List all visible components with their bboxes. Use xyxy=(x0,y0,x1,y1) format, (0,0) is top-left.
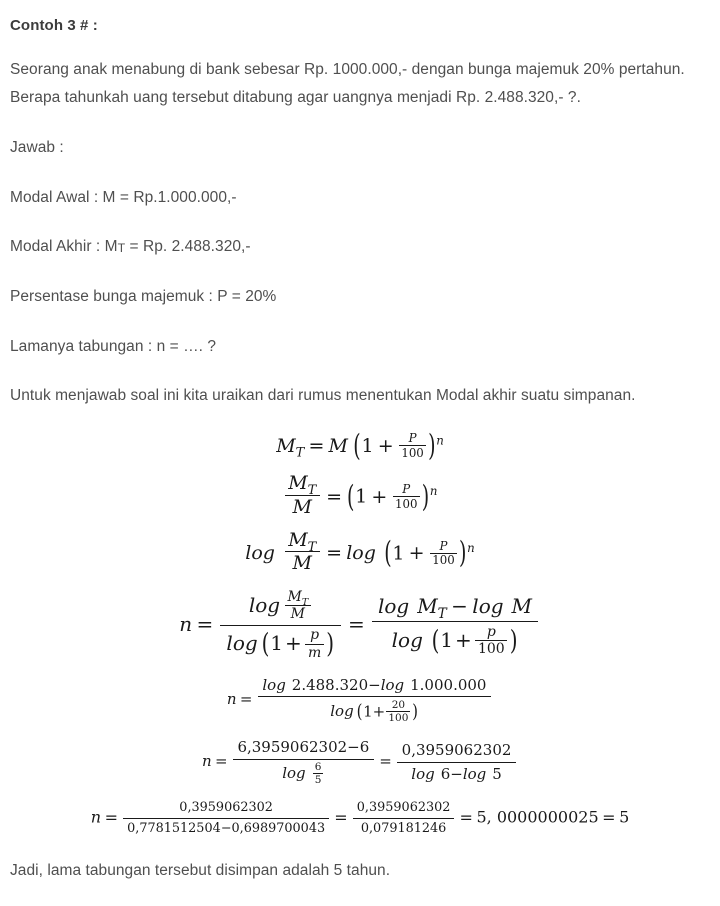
eq1-frac-denominator: 100 xyxy=(401,445,424,460)
eq5-num-log2: log xyxy=(380,675,405,694)
answer-label: Jawab : xyxy=(10,138,64,156)
equation-6 xyxy=(10,738,710,786)
equation-1 xyxy=(10,428,710,463)
equation-2 xyxy=(10,473,710,517)
eq5-num-value1: 2.488.320 xyxy=(291,675,369,694)
eq3-exponent: n xyxy=(467,541,475,556)
eq3-frac-denominator: M xyxy=(292,552,312,575)
eq4-right-num-var1: M xyxy=(417,593,438,618)
eq7-equals-1: = xyxy=(104,807,118,827)
given-modal-awal: Modal Awal : M = Rp.1.000.000,- xyxy=(10,188,237,206)
eq2-equals: = xyxy=(326,485,343,508)
eq6-right-numerator: 0,3959062302 xyxy=(397,741,516,763)
eq4-left-fraction xyxy=(220,590,340,661)
eq6-left-denominator xyxy=(233,760,374,787)
eq4-left-num-frac-den: M xyxy=(290,606,305,623)
eq1-open-paren: ( xyxy=(353,428,361,463)
eq6-right-denominator xyxy=(397,763,516,784)
eq6-right-fraction xyxy=(397,741,516,783)
formula-intro: Untuk menjawab soal ini kita uraikan dari rumus menentukan Modal akhir suatu simpanan. xyxy=(10,387,636,405)
eq4-left-num-frac xyxy=(285,590,311,622)
eq4-left-den-log: log xyxy=(226,631,258,656)
eq5-numerator xyxy=(258,676,491,698)
eq4-left-num-var: M xyxy=(287,588,302,605)
eq3-equals: = xyxy=(326,542,343,565)
eq3-close-paren: ) xyxy=(458,536,467,571)
eq3-inner-den: 100 xyxy=(432,553,455,568)
given-modal-akhir-subscript: T xyxy=(117,240,126,255)
eq7-equals-3: = xyxy=(459,807,473,827)
eq4-left-den-plus: + xyxy=(285,631,302,656)
eq7-equals-4: = xyxy=(602,807,616,827)
eq5-den-close-paren: ) xyxy=(412,699,418,723)
eq7-n: n xyxy=(90,807,102,827)
eq4-right-den-plus: + xyxy=(455,627,472,652)
eq7-mid-numerator: 0,3959062302 xyxy=(353,800,454,819)
eq6-right-den-minus: − xyxy=(450,764,463,783)
eq2-inner-den: 100 xyxy=(395,496,418,511)
eq7-mid-denominator: 0,079181246 xyxy=(360,820,447,836)
eq4-left-den-fnum: p xyxy=(305,628,323,645)
eq2-num-subscript: T xyxy=(307,483,317,499)
eq4-left-den-close-paren: ) xyxy=(326,627,335,660)
eq3-inner-fraction xyxy=(430,540,457,567)
equation-7 xyxy=(10,800,710,836)
eq2-frac-numerator xyxy=(285,472,320,499)
conclusion-statement: Jadi, lama tabungan tersebut disimpan adalah 5 tahun. xyxy=(10,861,391,879)
eq7-left-denominator xyxy=(123,819,329,837)
eq2-close-paren: ) xyxy=(421,479,430,514)
eq1-plus: + xyxy=(377,434,394,457)
eq5-den-fnum: 20 xyxy=(386,700,410,713)
eq3-fraction xyxy=(285,530,320,574)
eq1-rhs-var: M xyxy=(328,434,348,457)
eq7-left-den-minus: − xyxy=(220,820,232,836)
equation-5 xyxy=(10,676,710,724)
eq4-right-den-one: 1 xyxy=(440,627,454,652)
eq6-equals-1: = xyxy=(214,752,228,771)
eq4-left-numerator xyxy=(220,590,340,626)
eq4-right-den-open-paren: ( xyxy=(431,623,440,657)
given-lama-tabungan: Lamanya tabungan : n = …. ? xyxy=(10,337,217,355)
eq4-left-den-frac xyxy=(305,628,323,660)
eq4-left-num-log: log xyxy=(248,592,281,617)
eq7-equals-2: = xyxy=(334,807,348,827)
equation-3 xyxy=(10,530,710,574)
eq6-right-den-log2: log xyxy=(462,764,487,783)
eq2-plus: + xyxy=(371,485,388,508)
eq5-num-minus: − xyxy=(368,675,381,694)
eq7-left-fraction xyxy=(123,800,329,836)
eq5-den-fden: 100 xyxy=(388,711,409,724)
equation-list xyxy=(10,428,710,837)
eq7-left-den-value-b: 0,6989700043 xyxy=(231,820,326,836)
eq4-right-num-sub1: T xyxy=(437,605,447,622)
eq4-right-num-log2: log xyxy=(472,593,504,618)
eq3-num-subscript: T xyxy=(307,539,317,555)
eq6-left-den-fden: 5 xyxy=(314,774,322,786)
eq6-equals-2: = xyxy=(379,752,392,771)
eq4-right-denominator xyxy=(372,622,538,657)
eq5-den-plus: + xyxy=(372,702,386,721)
equation-4 xyxy=(10,590,710,661)
problem-statement: Seorang anak menabung di bank sebesar Rp. 1000.000,- dengan bunga majemuk 20% pertahun. Berapa tahunkah uang tersebut ditabung agar uangnya menjadi Rp. 2.488.320,- ?. xyxy=(10,60,685,107)
eq6-n: n xyxy=(202,752,212,771)
eq4-left-num-sub: T xyxy=(301,596,309,608)
eq3-log-right: log xyxy=(346,542,376,565)
page-title: Contoh 3 # : xyxy=(10,17,98,34)
eq1-fraction xyxy=(399,432,426,459)
eq3-num-var: M xyxy=(288,529,308,552)
eq7-left-numerator: 0,3959062302 xyxy=(123,800,329,819)
eq5-den-log: log xyxy=(330,702,354,721)
eq1-exponent: n xyxy=(436,433,444,448)
eq5-den-open-paren: ( xyxy=(356,699,363,723)
eq6-left-den-log: log xyxy=(282,764,306,783)
eq4-left-denominator xyxy=(220,626,340,661)
eq6-left-den-fnum: 6 xyxy=(314,760,322,773)
eq4-right-den-frac xyxy=(475,625,507,657)
eq5-n: n xyxy=(226,690,237,708)
eq5-fraction xyxy=(258,676,491,724)
given-modal-akhir-suffix: = Rp. 2.488.320,- xyxy=(125,238,251,256)
eq4-left-den-one: 1 xyxy=(270,631,283,656)
eq2-exponent: n xyxy=(429,484,438,499)
eq2-inner-num: P xyxy=(393,483,420,497)
eq4-right-num-var2: M xyxy=(511,593,532,618)
eq4-right-den-log: log xyxy=(391,627,423,652)
eq3-log-left: log xyxy=(245,542,275,565)
eq5-den-one: 1 xyxy=(363,702,373,721)
eq4-equals-1: = xyxy=(196,611,214,636)
given-persentase: Persentase bunga majemuk : P = 20% xyxy=(10,287,277,305)
eq6-left-den-frac xyxy=(313,762,323,787)
eq4-n: n xyxy=(179,611,193,636)
eq4-right-num-minus: − xyxy=(451,593,468,618)
given-modal-akhir xyxy=(10,233,710,262)
eq5-denominator xyxy=(258,697,491,724)
eq5-den-frac xyxy=(386,700,410,725)
eq4-right-den-fden: 100 xyxy=(477,641,505,658)
eq3-one: 1 xyxy=(392,542,405,565)
eq4-left-den-open-paren: ( xyxy=(261,627,270,660)
eq4-right-den-close-paren: ) xyxy=(509,623,518,657)
eq5-num-log1: log xyxy=(262,675,286,694)
given-modal-akhir-prefix: Modal Akhir : M xyxy=(10,238,118,256)
eq4-right-numerator xyxy=(372,594,538,622)
eq1-equals: = xyxy=(308,434,325,457)
eq5-num-value2: 1.000.000 xyxy=(410,675,487,694)
eq4-right-num-log1: log xyxy=(377,593,410,618)
eq6-left-fraction xyxy=(233,738,374,786)
eq2-inner-fraction xyxy=(393,483,420,510)
eq6-right-den-value2: 5 xyxy=(492,764,502,783)
eq4-right-den-fnum: p xyxy=(475,625,507,642)
eq2-frac-denominator: M xyxy=(292,495,312,518)
eq4-left-num-frac-num xyxy=(285,590,311,607)
eq2-one: 1 xyxy=(355,485,368,508)
eq6-right-den-value1: 6 xyxy=(440,764,451,783)
eq3-open-paren: ( xyxy=(384,536,392,571)
eq3-plus: + xyxy=(408,542,425,565)
eq3-inner-num: P xyxy=(430,540,457,554)
eq2-open-paren: ( xyxy=(346,479,355,514)
eq6-right-den-log1: log xyxy=(411,764,435,783)
eq1-one: 1 xyxy=(361,434,374,457)
eq7-result-long: 5, 0000000025 xyxy=(476,807,599,827)
eq1-lhs: M xyxy=(276,434,296,457)
eq7-left-den-value-a: 0,7781512504 xyxy=(127,820,221,836)
eq1-lhs-subscript: T xyxy=(295,445,305,461)
eq2-num-var: M xyxy=(288,472,308,495)
eq7-result-final: 5 xyxy=(619,807,630,827)
eq1-close-paren: ) xyxy=(428,428,436,463)
eq6-left-numerator: 6,3959062302−6 xyxy=(233,738,374,760)
eq1-frac-numerator: P xyxy=(399,432,426,446)
eq2-fraction xyxy=(285,473,320,517)
eq3-frac-numerator xyxy=(285,529,320,555)
eq7-mid-fraction xyxy=(353,800,454,836)
eq4-equals-2: = xyxy=(348,611,365,636)
eq4-left-den-fden: m xyxy=(307,644,322,661)
eq5-equals: = xyxy=(239,690,253,708)
eq4-right-fraction xyxy=(372,594,538,658)
